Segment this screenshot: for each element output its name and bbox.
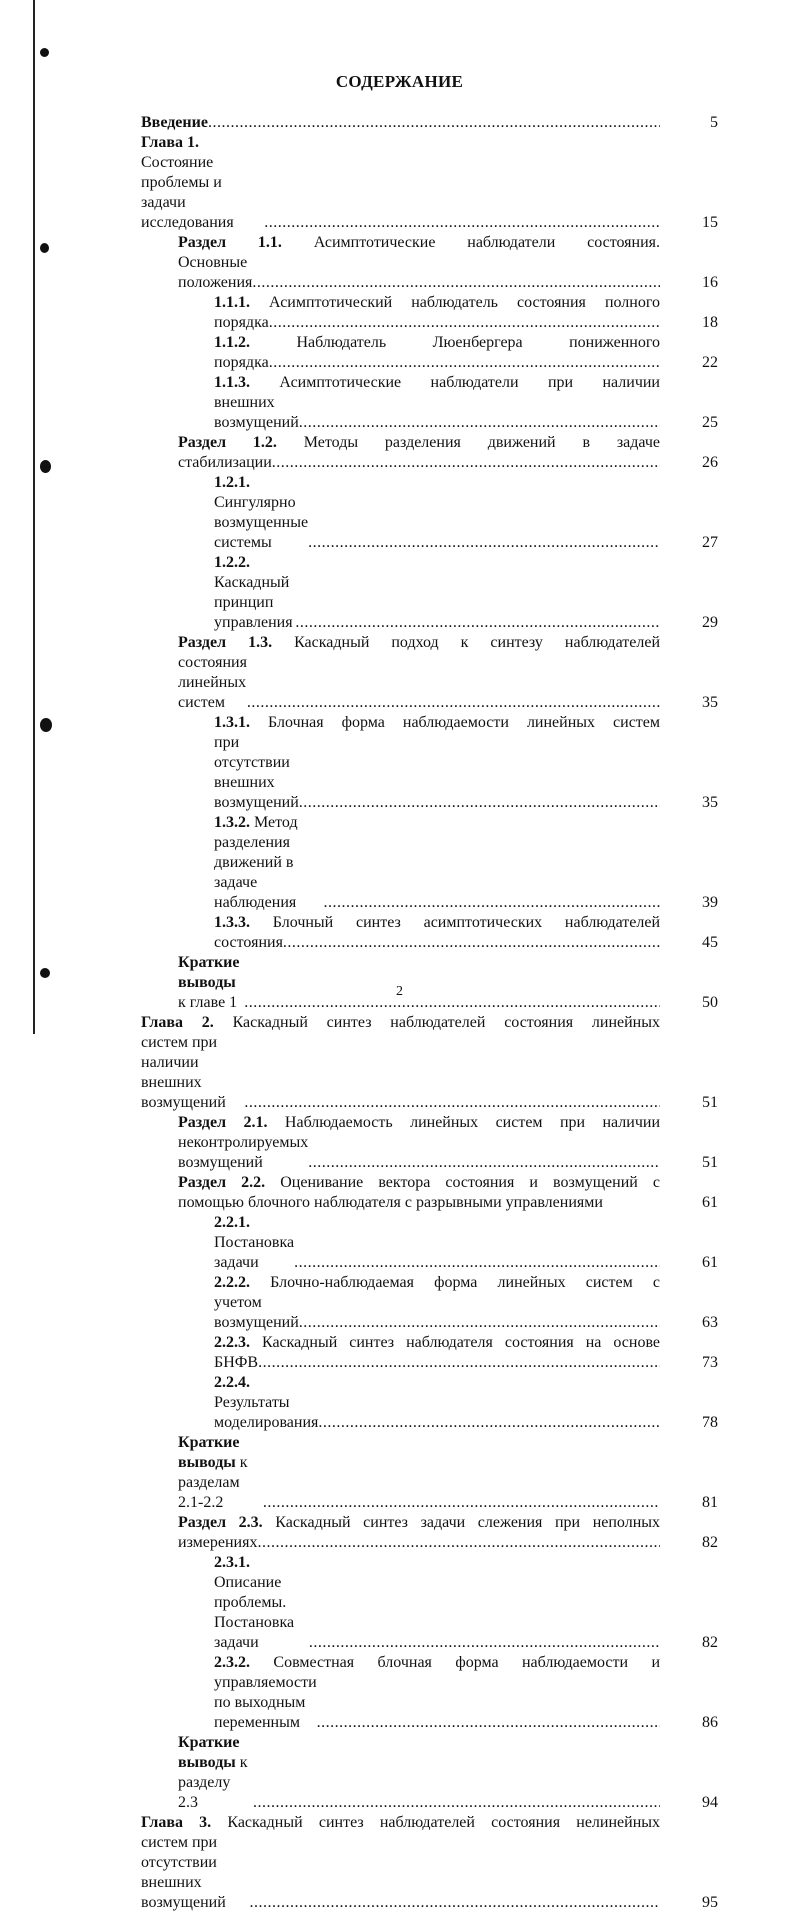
toc-entry-label: Краткие выводы: [178, 954, 240, 991]
toc-entry-label: 2.2.2.: [214, 1274, 250, 1291]
toc-entry-title: Совместная блочная форма наблюдаемости и: [273, 1654, 661, 1671]
toc-entry-line: [214, 473, 718, 553]
toc-leader-dots: [269, 353, 660, 373]
toc-entry-label: Краткие выводы: [178, 1434, 240, 1471]
toc-entry-first-line: [214, 373, 718, 393]
toc-entry-title: к разделам 2.1-2.2: [178, 1454, 248, 1511]
toc-page-number: 35: [702, 794, 718, 811]
toc-leader-dots: [308, 533, 660, 553]
toc-page-number: 63: [702, 1314, 718, 1331]
toc-entry-title: Методы разделения движений в задаче: [303, 434, 660, 451]
toc-entry: [141, 1433, 718, 1513]
toc-entry-text: [178, 1433, 263, 1513]
toc-leader-dots: [299, 1313, 660, 1333]
toc-entry-text: [178, 1733, 253, 1813]
toc-entry-title-cont: порядка: [214, 354, 269, 371]
toc-entry-text: [214, 1373, 318, 1433]
toc-leader-dots: [272, 453, 660, 473]
toc-entry: [141, 1113, 718, 1173]
toc-entry-first-line: [214, 1273, 718, 1293]
toc-entry-title: Каскадный синтез наблюдателей состояния линейных: [232, 1014, 660, 1031]
toc-leader-dots: [323, 893, 660, 913]
toc-entry-title: Асимптотические наблюдатели при наличии: [279, 374, 660, 391]
toc-entry-second-line: [214, 1673, 718, 1733]
toc-entry-label: 1.1.3.: [214, 374, 250, 391]
toc-entry-first-line: [214, 333, 718, 353]
toc-entry-title-cont: систем при отсутствии внешних возмущений: [141, 1834, 226, 1911]
toc-leader-dots: [317, 1713, 660, 1733]
toc-entry-second-line: [214, 733, 718, 813]
toc-page-number: 29: [702, 614, 718, 631]
toc-entry-title: Сингулярно возмущенные системы: [214, 494, 309, 551]
toc-entry: [141, 233, 718, 293]
toc-entry: [141, 1813, 718, 1913]
toc-leader-dots: [264, 213, 660, 233]
toc-entry-title: Каскадный синтез задачи слежения при неполных: [275, 1514, 661, 1531]
toc-entry: [141, 1013, 718, 1113]
toc-entry-title-cont: состояния линейных систем: [178, 654, 247, 711]
toc-entry-line: [141, 113, 718, 133]
toc-page-number: 15: [702, 214, 718, 231]
toc-entry-title-cont: управляемости по выходным переменным: [214, 1674, 317, 1731]
toc-page-number: 51: [702, 1154, 718, 1171]
toc-entry: [141, 1213, 718, 1273]
toc-entry: [141, 1513, 718, 1553]
toc-entry-title: Наблюдатель Люенбергера пониженного: [296, 334, 661, 351]
toc-entry-line: [178, 1733, 718, 1813]
toc-page-number: 94: [702, 1794, 718, 1811]
toc-entry-label: 1.3.1.: [214, 714, 250, 731]
toc-entry-title: Блочный синтез асимптотических наблюдателей: [272, 914, 661, 931]
toc-page-number: 73: [702, 1354, 718, 1371]
toc-entry-first-line: [178, 433, 718, 453]
toc-entry: [141, 553, 718, 633]
toc-entry-title: Каскадный подход к синтезу наблюдателей: [294, 634, 660, 651]
toc-leader-dots: [250, 1893, 660, 1913]
toc-leader-dots: [299, 413, 660, 433]
toc-entry-first-line: [214, 913, 718, 933]
toc-entry-second-line: [214, 1293, 718, 1333]
toc-entry-label: Раздел 1.1.: [178, 234, 282, 251]
toc-entry-title: Состояние проблемы и задачи исследования: [141, 154, 234, 231]
toc-entry-label: Раздел 1.3.: [178, 634, 273, 651]
toc-entry-second-line: [178, 1133, 718, 1173]
toc-entry: [141, 1173, 718, 1213]
toc-entry-title-cont: состояния: [214, 934, 283, 951]
toc-entry-first-line: [178, 1173, 718, 1193]
toc-entry-label: Краткие выводы: [178, 1734, 240, 1771]
toc-entry-title: Каскадный принцип управления: [214, 574, 293, 631]
toc-entry-title: к главе 1: [178, 994, 238, 1011]
toc-leader-dots: [263, 1493, 660, 1513]
toc-entry-title: Результаты моделирования: [214, 1394, 319, 1431]
toc-entry-title: Блочная форма наблюдаемости линейных систем: [268, 714, 661, 731]
toc-page-number: 25: [702, 414, 718, 431]
toc-leader-dots: [299, 793, 660, 813]
toc-leader-dots: [257, 1533, 660, 1553]
toc-entry-title-cont: помощью блочного наблюдателя с разрывными управлениями: [178, 1194, 603, 1211]
toc-entry-second-line: [141, 1833, 718, 1913]
toc-entry-label: 2.2.1.: [214, 1214, 250, 1231]
scan-speck: [40, 718, 52, 732]
toc-entry-title-cont: БНФВ: [214, 1354, 259, 1371]
toc-entry-second-line: [178, 653, 718, 713]
scan-speck: [40, 460, 51, 473]
toc-page-number: 16: [702, 274, 718, 291]
toc-entry: [141, 953, 718, 1013]
toc-page-number: 81: [702, 1494, 718, 1511]
toc-entry: [141, 913, 718, 953]
toc-page-number: 61: [702, 1194, 718, 1211]
toc-page-number: 26: [702, 454, 718, 471]
toc-entry-second-line: [178, 253, 718, 293]
toc-page-number: 39: [702, 894, 718, 911]
toc-entry-title: Асимптотический наблюдатель состояния полного: [269, 294, 660, 311]
toc-entry-title: к разделу 2.3: [178, 1754, 248, 1811]
toc-entry-label: 1.2.1.: [214, 474, 250, 491]
toc-entry-line: [178, 1433, 718, 1513]
toc-entry: [141, 133, 718, 233]
toc-leader-dots: [318, 1413, 660, 1433]
toc-entry-title-cont: внешних возмущений: [214, 394, 299, 431]
toc-entry-label: Глава 3.: [141, 1814, 212, 1831]
toc-entry-text: [214, 813, 323, 913]
toc-entry: [141, 333, 718, 373]
toc-leader-dots: [258, 1353, 660, 1373]
toc-entry-title-cont: Основные положения: [178, 254, 253, 291]
toc-entry: [141, 1653, 718, 1733]
toc-entry-title: Каскадный синтез наблюдателя состояния на основе: [261, 1334, 661, 1351]
toc-entry-line: [214, 553, 718, 633]
toc-leader-dots: [309, 1633, 660, 1653]
toc-entry: [141, 433, 718, 473]
toc-leader-dots: [208, 113, 660, 133]
toc-entry-text: [214, 473, 308, 553]
toc-entry-text: [141, 113, 208, 133]
toc-page-number: 78: [702, 1414, 718, 1431]
toc-entry-text: [178, 953, 244, 1013]
toc-leader-dots: [283, 933, 660, 953]
toc-leader-dots: [294, 1253, 660, 1273]
toc-entry-line: [214, 813, 718, 913]
toc-entry-label: Раздел 1.2.: [178, 434, 277, 451]
toc-entry-title-cont: измерениях: [178, 1534, 258, 1551]
toc-entry-second-line: [214, 313, 718, 333]
toc-entry-title-cont: неконтролируемых возмущений: [178, 1134, 309, 1171]
toc-entry-text: [141, 133, 264, 233]
toc-entry-title: Наблюдаемость линейных систем при наличии: [284, 1114, 661, 1131]
toc-entry-title: Асимптотические наблюдатели состояния.: [313, 234, 661, 251]
toc-leader-dots: [295, 613, 660, 633]
toc-entry-title-cont: порядка: [214, 314, 269, 331]
toc-entry: [141, 293, 718, 333]
toc-entry-title: Метод разделения движений в задаче наблюдения: [214, 814, 298, 911]
toc-entry: [141, 1273, 718, 1333]
page-number: 2: [396, 984, 403, 999]
toc-entry-label: Глава 1.: [141, 134, 199, 151]
toc-entry-label: Введение: [141, 114, 208, 131]
toc-entry: [141, 473, 718, 553]
toc-entry-second-line: [178, 1193, 718, 1213]
toc-entry-title: Описание проблемы. Постановка задачи: [214, 1574, 295, 1651]
toc-entry-first-line: [178, 1113, 718, 1133]
toc-page-number: 5: [710, 114, 718, 131]
toc-entry-first-line: [141, 1813, 718, 1833]
toc-page-number: 27: [702, 534, 718, 551]
toc-entry-second-line: [178, 453, 718, 473]
toc-entry-label: 1.2.2.: [214, 554, 250, 571]
toc-entry-first-line: [141, 1013, 718, 1033]
toc-page-number: 51: [702, 1094, 718, 1111]
toc-entry-text: [214, 1553, 309, 1653]
toc-page-number: 18: [702, 314, 718, 331]
toc-entry-title-cont: систем при наличии внешних возмущений: [141, 1034, 226, 1111]
toc-entry-line: [141, 133, 718, 233]
toc-entry-title: Каскадный синтез наблюдателей состояния нелинейных: [227, 1814, 660, 1831]
toc-entry-line: [178, 953, 718, 1013]
toc-entry-line: [214, 1553, 718, 1653]
toc-entry-second-line: [141, 1033, 718, 1113]
toc-entry-second-line: [178, 1533, 718, 1553]
toc-entry-label: Глава 2.: [141, 1014, 214, 1031]
scan-speck: [40, 48, 49, 57]
toc-leader-dots: [253, 1793, 660, 1813]
scan-speck: [40, 243, 49, 253]
toc-entry-label: 1.3.2.: [214, 814, 250, 831]
toc-entry-first-line: [178, 633, 718, 653]
toc-entry-label: Раздел 2.1.: [178, 1114, 268, 1131]
toc-entry-first-line: [178, 233, 718, 253]
toc-entry-title-cont: при отсутствии внешних возмущений: [214, 734, 299, 811]
toc-page-number: 86: [702, 1714, 718, 1731]
toc-entry-line: [214, 1213, 718, 1273]
toc-entry-title-cont: стабилизации: [178, 454, 272, 471]
toc-entry-label: Раздел 2.2.: [178, 1174, 266, 1191]
toc-entry-label: 2.2.4.: [214, 1374, 250, 1391]
toc-entry: [141, 113, 718, 133]
toc-page-number: 61: [702, 1254, 718, 1271]
toc-entry-label: 1.3.3.: [214, 914, 250, 931]
toc-entry-title: Оценивание вектора состояния и возмущений с: [280, 1174, 661, 1191]
toc-entry: [141, 1553, 718, 1653]
toc-entry: [141, 1333, 718, 1373]
scan-page-edge: [33, 0, 35, 1034]
toc-entry-label: 2.3.2.: [214, 1654, 250, 1671]
toc-entry: [141, 1373, 718, 1433]
toc-entry: [141, 713, 718, 813]
toc-entry-first-line: [214, 713, 718, 733]
toc-page-number: 82: [702, 1634, 718, 1651]
toc-entry-second-line: [214, 933, 718, 953]
page-title: СОДЕРЖАНИЕ: [335, 72, 464, 91]
toc-leader-dots: [244, 1093, 660, 1113]
table-of-contents: [141, 113, 718, 1913]
scan-speck: [40, 968, 50, 978]
toc-entry-title-cont: учетом возмущений: [214, 1294, 299, 1331]
toc-page-number: 95: [702, 1894, 718, 1911]
toc-entry-second-line: [214, 353, 718, 373]
toc-entry-second-line: [214, 393, 718, 433]
toc-entry-label: 1.1.2.: [214, 334, 250, 351]
toc-entry-first-line: [214, 1653, 718, 1673]
toc-page-number: 22: [702, 354, 718, 371]
toc-leader-dots: [252, 273, 660, 293]
toc-leader-dots: [308, 1153, 660, 1173]
toc-entry-text: [214, 553, 295, 633]
toc-entry-first-line: [214, 1333, 718, 1353]
toc-page-number: 45: [702, 934, 718, 951]
toc-page-number: 35: [702, 694, 718, 711]
toc-entry-label: 2.2.3.: [214, 1334, 250, 1351]
toc-page-number: 50: [702, 994, 718, 1011]
toc-entry-label: 1.1.1.: [214, 294, 250, 311]
toc-leader-dots: [247, 693, 660, 713]
toc-entry: [141, 1733, 718, 1813]
toc-entry-first-line: [214, 293, 718, 313]
toc-leader-dots: [269, 313, 660, 333]
toc-entry: [141, 633, 718, 713]
toc-entry-label: 2.3.1.: [214, 1554, 250, 1571]
toc-entry: [141, 813, 718, 913]
toc-entry-line: [214, 1373, 718, 1433]
toc-page-number: 82: [702, 1534, 718, 1551]
toc-entry-title: Блочно-наблюдаемая форма линейных систем с: [270, 1274, 661, 1291]
toc-entry-label: Раздел 2.3.: [178, 1514, 263, 1531]
toc-entry-text: [214, 1213, 294, 1273]
toc-entry-first-line: [178, 1513, 718, 1533]
toc-entry-title: Постановка задачи: [214, 1234, 295, 1271]
toc-entry-second-line: [214, 1353, 718, 1373]
toc-entry: [141, 373, 718, 433]
